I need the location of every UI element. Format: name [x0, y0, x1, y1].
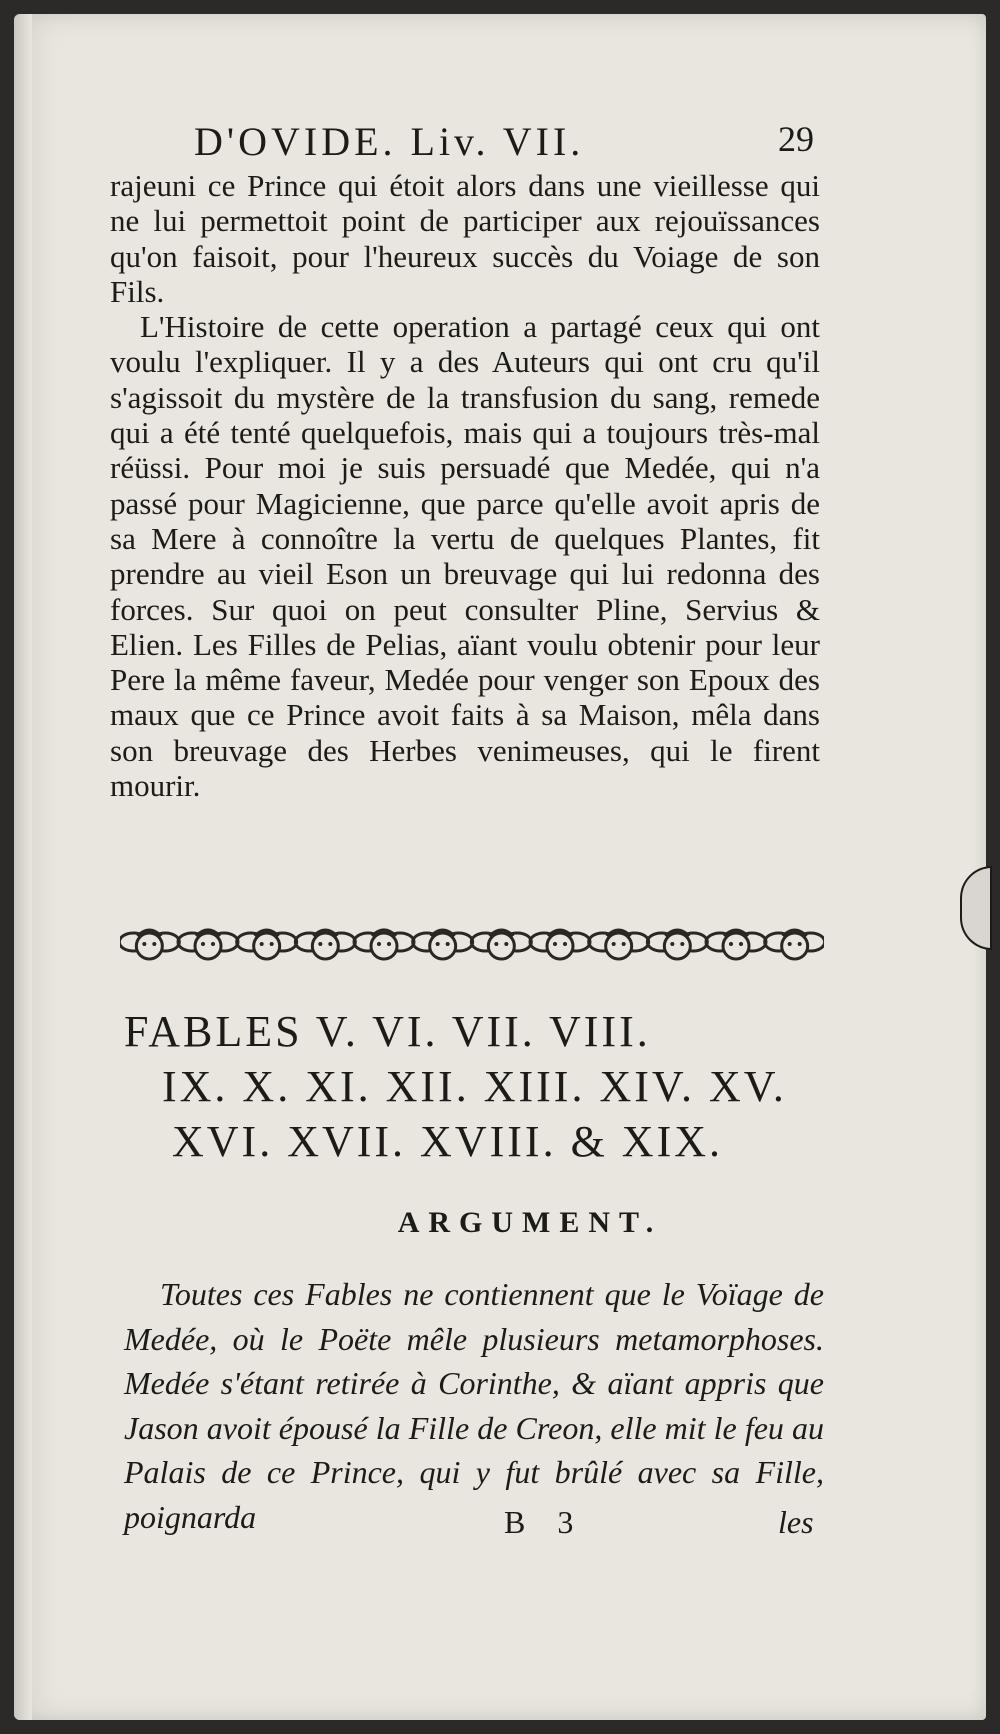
cherub-head-icon: [295, 930, 355, 959]
book-page: [14, 14, 986, 1720]
cherub-heads-border-icon: [120, 918, 824, 970]
section-title-line-2: IX. X. XI. XII. XIII. XIV. XV.: [162, 1062, 787, 1111]
section-title-line-3: XVI. XVII. XVIII. & XIX.: [172, 1117, 723, 1166]
body-text: [110, 168, 820, 803]
signature-mark: B 3: [504, 1504, 586, 1540]
page-clip-tab: [960, 866, 992, 950]
catchword: les: [778, 1504, 814, 1540]
cherub-head-icon: [706, 930, 766, 959]
cherub-head-icon: [471, 930, 531, 959]
cherub-head-icon: [765, 930, 824, 959]
argument-heading: ARGUMENT.: [397, 1206, 663, 1239]
cherub-head-icon: [647, 930, 707, 959]
page-footer: [14, 1504, 986, 1548]
section-title-line-1: FABLES V. VI. VII. VIII.: [124, 1007, 651, 1056]
section-title: [124, 1004, 834, 1169]
cherub-head-icon: [589, 930, 649, 959]
argument-text: [124, 1272, 824, 1539]
cherub-head-icon: [413, 930, 473, 959]
cherub-head-icon: [237, 930, 297, 959]
cherub-head-icon: [354, 930, 414, 959]
paragraph-2: L'Histoire de cette operation a partagé ceux qui ont voulu l'expliquer. Il y a des Auteurs qui ont cru qu'il s'agissoit du mystère de la transfusion du sang, remede qui a été tenté quelquefois, mais qui a toujours très-mal réüssi. Pour moi je suis persuadé que Medée, qui n'a passé pour Magicienne, que parce qu'elle avoit apris de sa Mere à connoître la vertu de quelques Plantes, fit prendre au vieil Eson un breuvage qui lui redonna des forces. Sur quoi on peut consulter Pline, Servius & Elien. Les Filles de Pelias, aïant voulu obtenir pour leur Pere la même faveur, Medée pour venger son Epoux des maux que ce Prince avoit faits à sa Maison, mêla dans son breuvage des Herbes venimeuses, qui le firent mourir.: [110, 309, 820, 804]
cherub-head-icon: [178, 930, 238, 959]
running-header: [194, 118, 814, 172]
argument-paragraph: Toutes ces Fables ne contiennent que le Voïage de Medée, où le Poëte mêle plusieurs metamorphoses. Medée s'étant retirée à Corinthe, & aïant appris que Jason avoit épousé la Fille de Creon, elle mit le feu au Palais de ce Prince, qui y fut brûlé avec sa Fille, poignarda: [124, 1276, 824, 1535]
page-gutter-shadow: [14, 14, 32, 1720]
paragraph-1: rajeuni ce Prince qui étoit alors dans une vieillesse qui ne lui permettoit point de participer aux rejouïssances qu'on faisoit, pour l'heureux succès du Voiage de son Fils.: [110, 168, 820, 309]
running-title: D'OVIDE. Liv. VII.: [194, 119, 585, 164]
cherub-head-icon: [530, 930, 590, 959]
cherub-head-icon: [120, 930, 179, 959]
page-number: 29: [778, 119, 814, 159]
